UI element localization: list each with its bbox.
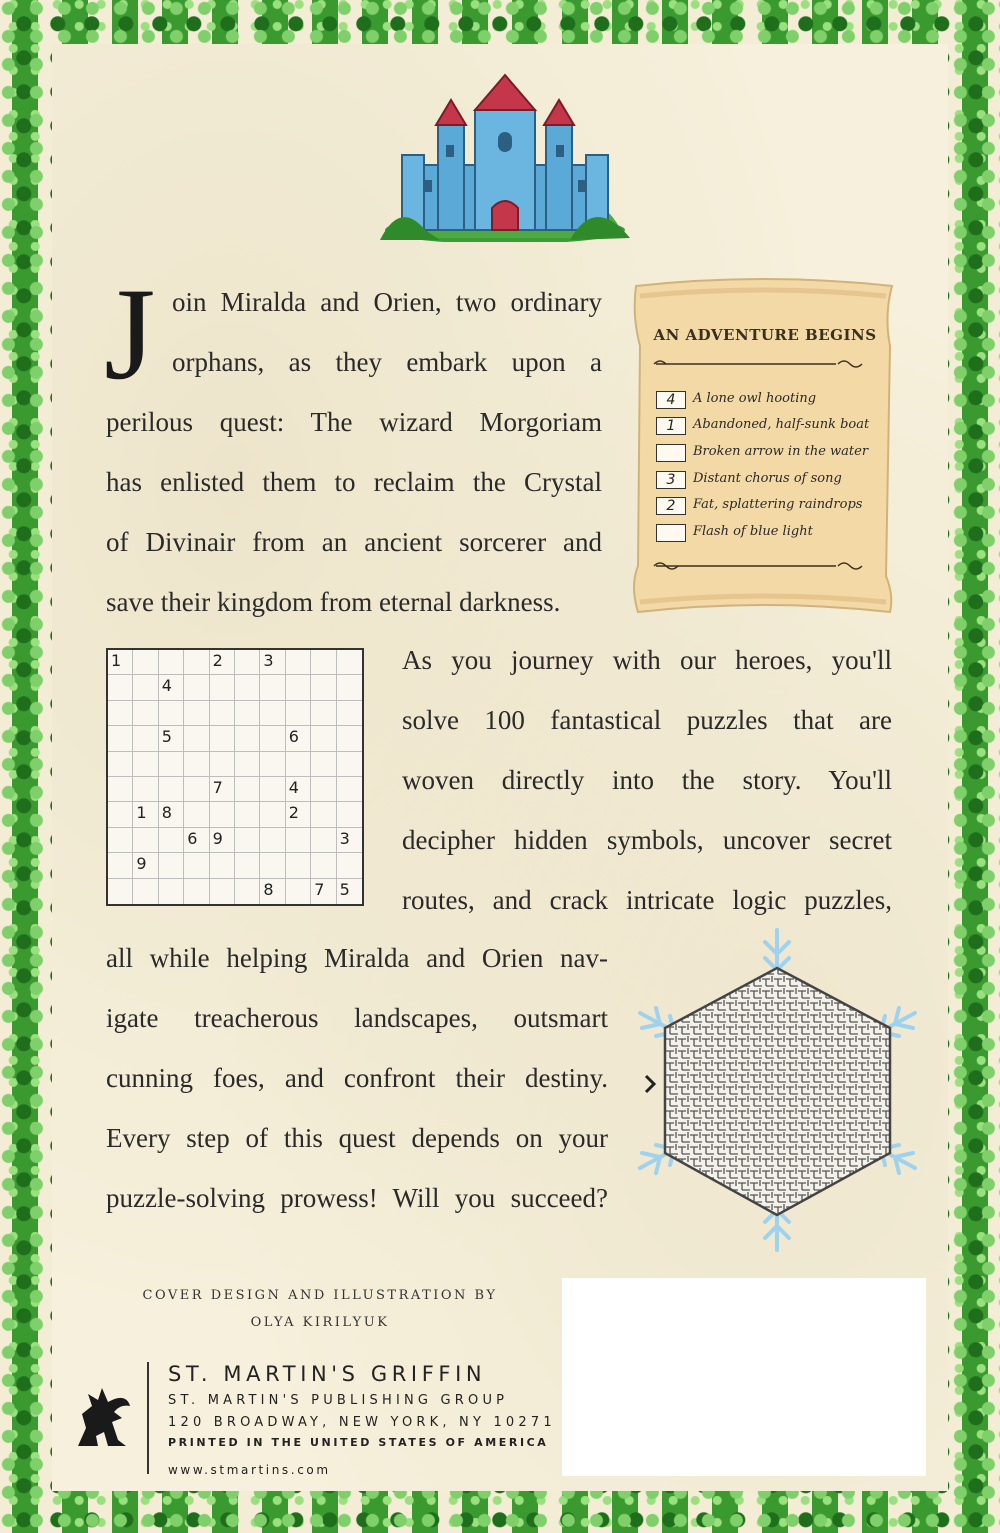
grid-cell[interactable] (159, 701, 184, 726)
grid-cell[interactable] (184, 726, 209, 751)
grid-cell[interactable] (210, 701, 235, 726)
text-line: cunning foes, and confront their destiny. (106, 1063, 608, 1093)
grid-cell[interactable] (159, 853, 184, 878)
grid-cell[interactable] (286, 675, 311, 700)
grid-cell[interactable] (260, 828, 285, 853)
text-line: decipher hidden symbols, uncover secret (402, 825, 892, 855)
grid-clue-number: 1 (136, 803, 147, 823)
text-line: woven directly into the story. You'll (402, 765, 892, 795)
grid-clue-number: 9 (212, 828, 223, 848)
middle-paragraph (402, 630, 892, 930)
printed-in: PRINTED IN THE UNITED STATES OF AMERICA (168, 1436, 549, 1449)
grid-cell[interactable] (133, 726, 158, 751)
grid-cell[interactable] (235, 777, 260, 802)
grid-cell[interactable] (337, 777, 362, 802)
grid-cell[interactable] (133, 828, 158, 853)
answer-box[interactable]: 3 (656, 471, 686, 489)
grid-cell[interactable] (235, 701, 260, 726)
scroll-item-text: Abandoned, half-sunk boat (693, 417, 870, 432)
grid-cell[interactable] (184, 802, 209, 827)
grid-cell[interactable] (108, 853, 133, 878)
grid-clue-number: 3 (339, 828, 350, 848)
grid-cell[interactable] (260, 802, 285, 827)
grid-cell[interactable] (286, 879, 311, 904)
lower-paragraph (106, 928, 608, 1228)
text-line: of Divinair from an ancient sorcerer and (106, 527, 602, 557)
grid-cell[interactable] (260, 726, 285, 751)
castle-icon (380, 70, 630, 242)
answer-box[interactable]: 1 (656, 417, 686, 435)
grid-cell[interactable] (184, 879, 209, 904)
grid-cell[interactable] (260, 853, 285, 878)
grid-cell[interactable] (133, 650, 158, 675)
grid-cell[interactable] (286, 701, 311, 726)
grid-cell[interactable] (184, 828, 209, 853)
answer-box[interactable] (656, 524, 686, 542)
cover-credit-line: COVER DESIGN AND ILLUSTRATION BY (142, 1288, 498, 1303)
grid-clue-number: 9 (136, 854, 147, 874)
grid-cell[interactable] (235, 802, 260, 827)
publisher-address: 120 BROADWAY, NEW YORK, NY 10271 (168, 1415, 556, 1430)
grid-cell[interactable] (184, 675, 209, 700)
grid-clue-number: 2 (212, 651, 223, 670)
grid-cell[interactable] (337, 675, 362, 700)
publisher-group: ST. MARTIN'S PUBLISHING GROUP (168, 1393, 509, 1408)
text-line: all while helping Miralda and Orien nav- (106, 943, 608, 973)
grid-clue-number: 8 (161, 803, 172, 823)
grid-clue-number: 5 (339, 879, 350, 899)
grid-cell[interactable] (210, 726, 235, 751)
grid-cell[interactable] (311, 802, 336, 827)
grid-cell[interactable] (108, 777, 133, 802)
grid-clue-number: 8 (263, 879, 274, 899)
grid-cell[interactable] (108, 802, 133, 827)
grid-cell[interactable] (108, 726, 133, 751)
grid-cell[interactable] (286, 853, 311, 878)
grid-cell[interactable] (108, 650, 133, 675)
grid-cell[interactable] (235, 675, 260, 700)
scroll-item-text: Broken arrow in the water (693, 444, 869, 459)
grid-cell[interactable] (286, 650, 311, 675)
grid-cell[interactable] (337, 828, 362, 853)
drop-cap: J (104, 260, 156, 407)
grid-cell[interactable] (260, 701, 285, 726)
grid-cell[interactable] (210, 828, 235, 853)
snowflake-maze-icon (630, 928, 925, 1253)
grid-cell[interactable] (235, 828, 260, 853)
grid-cell[interactable] (311, 879, 336, 904)
grid-cell[interactable] (210, 777, 235, 802)
publisher-name: ST. MARTIN'S GRIFFIN (168, 1362, 487, 1386)
text-line: oin Miralda and Orien, two ordinary (172, 287, 602, 317)
answer-box[interactable]: 2 (656, 497, 686, 515)
grid-cell[interactable] (133, 777, 158, 802)
answer-box[interactable] (656, 444, 686, 462)
grid-cell[interactable] (260, 752, 285, 777)
text-line: perilous quest: The wizard Morgoriam (106, 407, 602, 437)
answer-box[interactable]: 4 (656, 391, 686, 409)
grid-cell[interactable] (311, 726, 336, 751)
grid-cell[interactable] (210, 752, 235, 777)
grid-clue-number: 7 (314, 879, 325, 899)
scroll-item-text: A lone owl hooting (693, 391, 817, 406)
grid-cell[interactable] (210, 650, 235, 675)
illustrator-name: OLYA KIRILYUK (250, 1315, 390, 1330)
grid-cell[interactable] (337, 701, 362, 726)
grid-cell[interactable] (311, 828, 336, 853)
grid-clue-number: 7 (212, 777, 223, 797)
grid-cell[interactable] (184, 777, 209, 802)
grid-cell[interactable] (133, 802, 158, 827)
grid-cell[interactable] (159, 879, 184, 904)
text-line: puzzle-solving prowess! Will you succeed? (106, 1183, 608, 1213)
grid-cell[interactable] (337, 802, 362, 827)
intro-lines-indented (172, 272, 602, 392)
grid-cell[interactable] (159, 828, 184, 853)
intro-lines (106, 392, 602, 632)
text-line: orphans, as they embark upon a (172, 347, 602, 377)
text-line: igate treacherous landscapes, outsmart (106, 1003, 608, 1033)
grid-cell[interactable] (260, 777, 285, 802)
grid-clue-number: 3 (263, 651, 274, 670)
grid-cell[interactable] (311, 777, 336, 802)
grid-cell[interactable] (159, 650, 184, 675)
grid-cell[interactable] (235, 726, 260, 751)
grid-cell[interactable] (260, 650, 285, 675)
grid-cell[interactable] (210, 802, 235, 827)
grid-cell[interactable] (311, 675, 336, 700)
grid-cell[interactable] (337, 879, 362, 904)
text-line: routes, and crack intricate logic puzzles, (402, 885, 892, 915)
grid-cell[interactable] (311, 650, 336, 675)
grid-cell[interactable] (108, 879, 133, 904)
scroll-item-text: Flash of blue light (693, 524, 813, 539)
grid-cell[interactable] (133, 701, 158, 726)
grid-cell[interactable] (184, 853, 209, 878)
grid-cell[interactable] (311, 853, 336, 878)
text-line: has enlisted them to reclaim the Crystal (106, 467, 602, 497)
scroll-item-text: Distant chorus of song (693, 471, 842, 486)
grid-cell[interactable] (235, 879, 260, 904)
grid-cell[interactable] (108, 752, 133, 777)
text-line: save their kingdom from eternal darkness. (106, 587, 561, 617)
barcode-area (562, 1278, 926, 1476)
grid-cell[interactable] (184, 650, 209, 675)
grid-clue-number: 2 (288, 803, 299, 823)
scroll-item-text: Fat, splattering raindrops (693, 497, 863, 512)
grid-cell[interactable] (159, 675, 184, 700)
grid-cell[interactable] (286, 752, 311, 777)
grid-cell[interactable] (286, 777, 311, 802)
grid-cell[interactable] (337, 752, 362, 777)
text-line: solve 100 fantastical puzzles that are (402, 705, 892, 735)
grid-cell[interactable] (159, 726, 184, 751)
grid-cell[interactable] (311, 752, 336, 777)
text-line: As you journey with our heroes, you'll (402, 645, 892, 675)
grid-cell[interactable] (286, 802, 311, 827)
grid-cell[interactable] (108, 828, 133, 853)
grid-cell[interactable] (108, 701, 133, 726)
grid-clue-number: 5 (161, 727, 172, 747)
grid-clue-number: 6 (187, 828, 198, 848)
grid-cell[interactable] (235, 853, 260, 878)
grid-cell[interactable] (159, 777, 184, 802)
grid-cell[interactable] (159, 802, 184, 827)
grid-cell[interactable] (108, 675, 133, 700)
grid-cell[interactable] (235, 752, 260, 777)
puzzle-grid (106, 648, 364, 906)
grid-cell[interactable] (159, 752, 184, 777)
text-line: Every step of this quest depends on your (106, 1123, 608, 1153)
grid-clue-number: 4 (161, 676, 172, 696)
publisher-divider (147, 1362, 149, 1474)
grid-cell[interactable] (286, 828, 311, 853)
publisher-website[interactable]: www.stmartins.com (168, 1463, 331, 1477)
grid-cell[interactable] (133, 853, 158, 878)
grid-cell[interactable] (184, 752, 209, 777)
grid-cell[interactable] (337, 650, 362, 675)
grid-cell[interactable] (337, 853, 362, 878)
grid-cell[interactable] (133, 675, 158, 700)
grid-cell[interactable] (311, 701, 336, 726)
grid-clue-number: 1 (111, 651, 122, 670)
grid-cell[interactable] (133, 752, 158, 777)
grid-cell[interactable] (286, 726, 311, 751)
grid-cell[interactable] (337, 726, 362, 751)
scroll-title: AN ADVENTURE BEGINS (653, 326, 877, 344)
grid-cell[interactable] (133, 879, 158, 904)
grid-cell[interactable] (210, 853, 235, 878)
grid-clue-number: 4 (288, 777, 299, 797)
grid-cell[interactable] (210, 879, 235, 904)
grid-cell[interactable] (260, 675, 285, 700)
grid-cell[interactable] (210, 675, 235, 700)
grid-cell[interactable] (235, 650, 260, 675)
griffin-logo-icon (72, 1384, 134, 1450)
grid-cell[interactable] (184, 701, 209, 726)
grid-clue-number: 6 (288, 727, 299, 747)
grid-cell[interactable] (260, 879, 285, 904)
